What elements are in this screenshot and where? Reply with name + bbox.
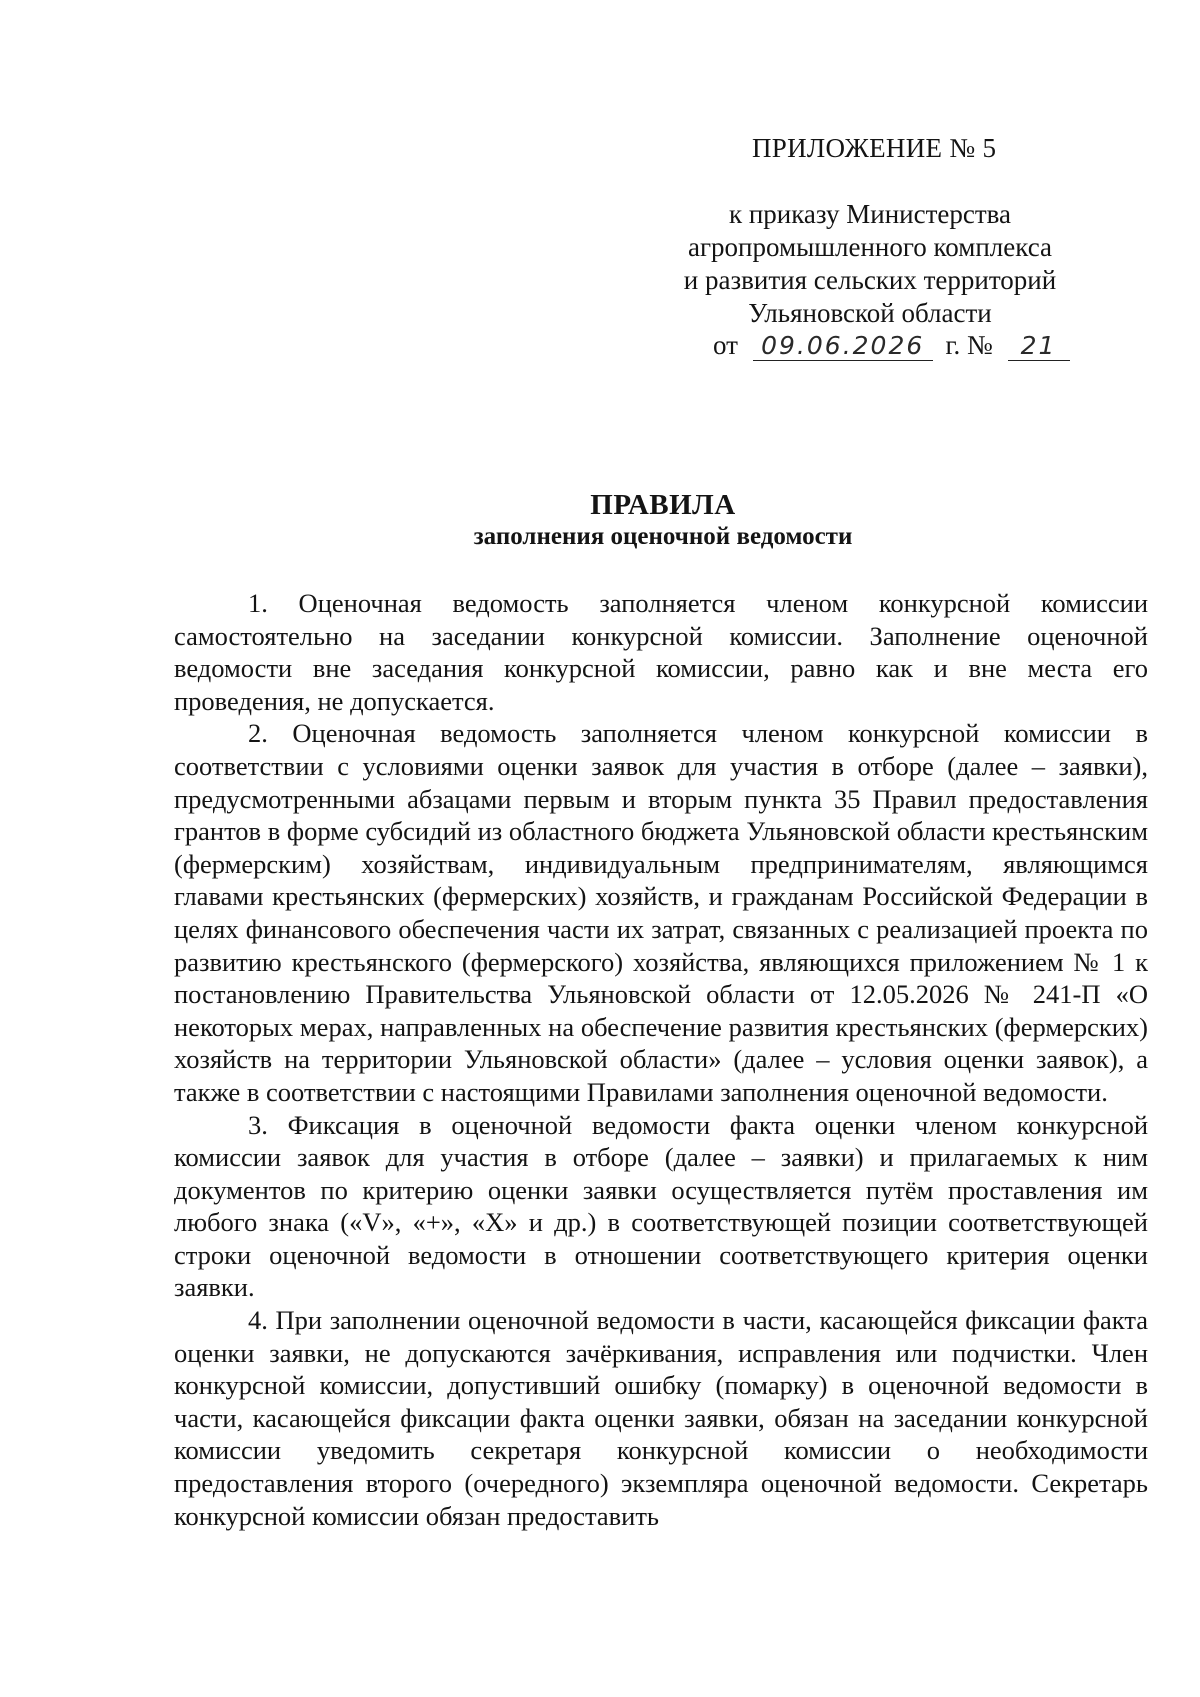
document-title: ПРАВИЛА <box>590 489 736 521</box>
document-body <box>174 587 1148 1532</box>
order-reference-line: агропромышленного комплекса <box>688 232 1052 262</box>
order-reference-line: Ульяновской области <box>748 298 992 328</box>
order-date-line <box>713 330 1070 361</box>
handwritten-date: 09.06.2026 <box>753 332 933 361</box>
order-reference-line: к приказу Министерства <box>728 199 1012 229</box>
order-reference-line: и развития сельских территорий <box>683 265 1057 295</box>
date-suffix: г. № <box>945 330 993 360</box>
document-subtitle: заполнения оценочной ведомости <box>473 523 853 550</box>
paragraph-2: 2. Оценочная ведомость заполняется членом конкурсной комиссии в соответствии с условиями оценки заявок для участия в отборе (далее – заявки), предусмотренными абзацами первым и вторым пункта 35 Правил предоставления грантов в форме субсидий из областного бюджета Ульяновской области крестьянским (фермерским) хозяйствам, индивидуальным предпринимателям, являющимся главами крестьянских (фермерских) хозяйств, и гражданам Российской Федерации в целях финансового обеспечения части их затрат, связанных с реализацией проекта по развитию крестьянского (фермерского) хозяйства, являющихся приложением № 1 к постановлению Правительства Ульяновской области от 12.05.2026 № 241-П «О некоторых мерах, направленных на обеспечение развития крестьянских (фермерских) хозяйств на территории Ульяновской области» (далее – условия оценки заявок), а также в соответствии с настоящими Правилами заполнения оценочной ведомости. <box>174 718 1148 1107</box>
appendix-heading: ПРИЛОЖЕНИЕ № 5 <box>752 133 997 163</box>
paragraph-4: 4. При заполнении оценочной ведомости в части, касающейся фиксации факта оценки заявки, не допускаются зачёркивания, исправления или подчистки. Член конкурсной комиссии, допустивший ошибку (помарку) в оценочной ведомости в части, касающейся фиксации факта оценки заявки, обязан на заседании конкурсной комиссии уведомить секретаря конкурсной комиссии о необходимости предоставления второго (очередного) экземпляра оценочной ведомости. Секретарь конкурсной комиссии обязан предоставить <box>174 1305 1148 1531</box>
handwritten-order-number: 21 <box>1008 332 1070 361</box>
paragraph-1: 1. Оценочная ведомость заполняется членом конкурсной комиссии самостоятельно на заседании конкурсной комиссии. Заполнение оценочной ведомости вне заседания конкурсной комиссии, равно как и вне места его проведения, не допускается. <box>174 588 1148 716</box>
order-reference <box>650 198 1090 330</box>
paragraph-3: 3. Фиксация в оценочной ведомости факта оценки членом конкурсной комиссии заявок для участия в отборе (далее – заявки) и прилагаемых к ним документов по критерию оценки заявки осуществляется путём проставления им любого знака («V», «+», «X» и др.) в соответствующей позиции соответствующей строки оценочной ведомости в отношении соответствующего критерия оценки заявки. <box>174 1109 1148 1303</box>
date-prefix: от <box>713 330 738 360</box>
